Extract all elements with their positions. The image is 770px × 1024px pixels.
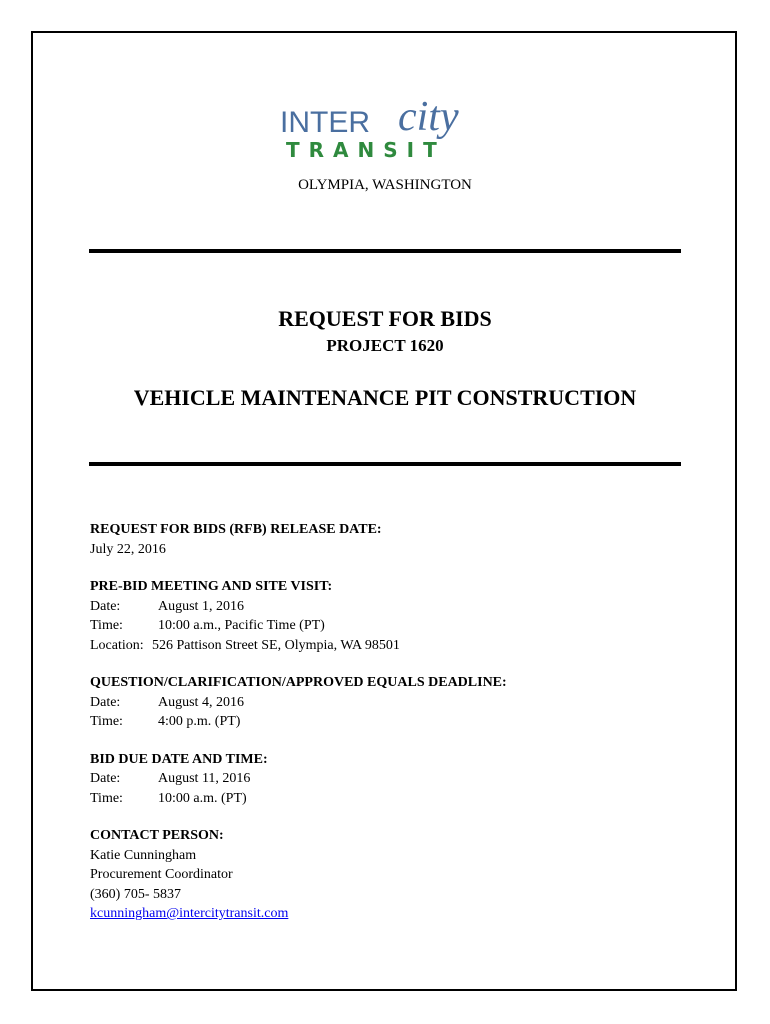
logo-city-text: city	[398, 94, 459, 140]
location-line: OLYMPIA, WASHINGTON	[298, 177, 472, 193]
prebid-time: 10:00 a.m., Pacific Time (PT)	[158, 618, 325, 633]
prebid-date-label: Date:	[90, 598, 121, 614]
intercity-transit-logo	[280, 96, 496, 166]
bid-due-date-label: Date:	[90, 771, 121, 786]
bid-due-time: 10:00 a.m. (PT)	[158, 790, 247, 806]
questions-date-row	[90, 693, 690, 713]
top-divider	[89, 249, 681, 253]
questions-time-row	[90, 712, 690, 732]
prebid-location-row	[90, 636, 690, 656]
prebid-location-label: Location:	[90, 637, 144, 653]
prebid-date-row	[90, 597, 690, 617]
logo-inter-text: INTER	[280, 106, 370, 139]
prebid-date: August 1, 2016	[158, 598, 244, 614]
release-date: July 22, 2016	[90, 541, 166, 557]
contact-name: Katie Cunningham	[90, 847, 197, 863]
bid-due-time-row	[90, 789, 690, 809]
bid-due-date-row	[90, 769, 690, 789]
contact-heading: CONTACT PERSON:	[90, 828, 224, 843]
questions-time-label: Time:	[90, 714, 123, 729]
prebid-heading: PRE-BID MEETING AND SITE VISIT:	[90, 579, 333, 594]
questions-time: 4:00 p.m. (PT)	[158, 714, 241, 729]
questions-heading: QUESTION/CLARIFICATION/APPROVED EQUALS DEADLINE:	[90, 675, 507, 690]
logo-transit-text: TRANSIT	[286, 138, 446, 162]
project-number: PROJECT 1620	[326, 336, 444, 355]
release-heading: REQUEST FOR BIDS (RFB) RELEASE DATE:	[90, 522, 382, 537]
contact-role: Procurement Coordinator	[90, 867, 233, 882]
project-name: VEHICLE MAINTENANCE PIT CONSTRUCTION	[133, 385, 637, 410]
prebid-time-label: Time:	[90, 618, 123, 633]
bid-due-time-label: Time:	[90, 790, 123, 806]
bottom-divider	[89, 462, 681, 466]
bid-due-heading: BID DUE DATE AND TIME:	[90, 751, 268, 767]
bid-details	[90, 520, 690, 924]
questions-date: August 4, 2016	[158, 694, 244, 710]
questions-date-label: Date:	[90, 694, 121, 710]
prebid-time-row	[90, 616, 690, 636]
contact-email-link[interactable]: kcunningham@intercitytransit.com	[90, 906, 289, 921]
prebid-location: 526 Pattison Street SE, Olympia, WA 98501	[152, 637, 400, 653]
bid-due-date: August 11, 2016	[158, 771, 251, 786]
document-title: REQUEST FOR BIDS	[278, 306, 492, 331]
contact-phone: (360) 705- 5837	[90, 886, 181, 902]
